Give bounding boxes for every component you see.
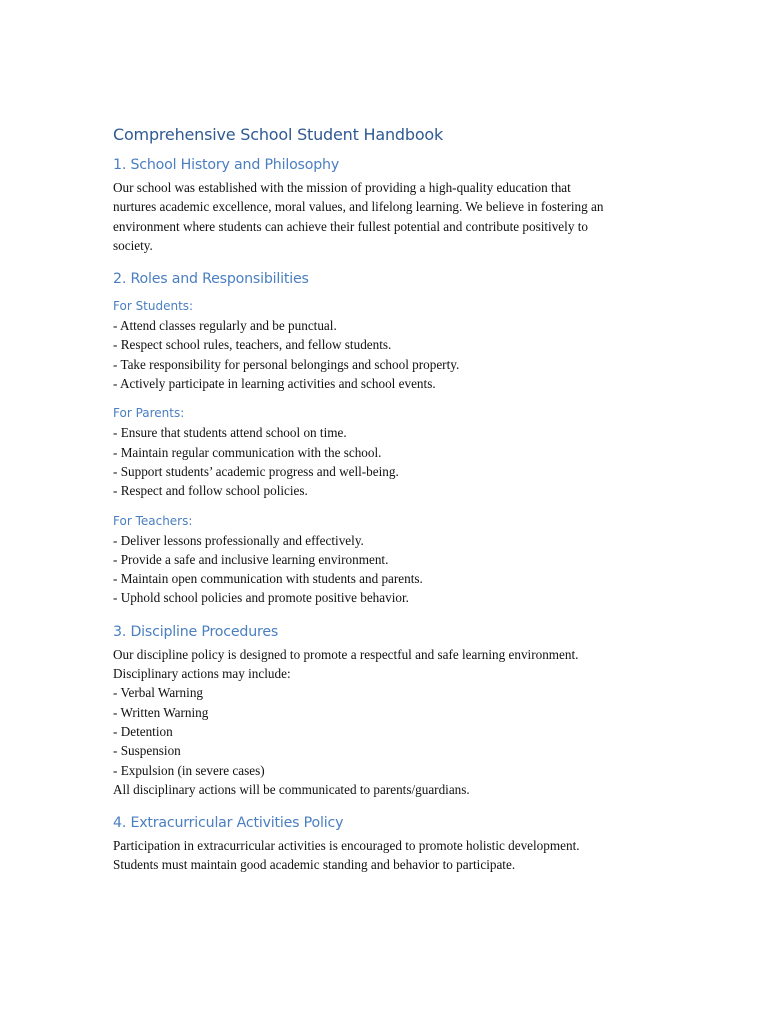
subsection-teachers xyxy=(113,513,658,608)
paragraph-line: Students must maintain good academic standing and behavior to participate. xyxy=(113,857,516,873)
list-item: - Attend classes regularly and be punctual. xyxy=(113,318,337,334)
section-extracurricular-policy xyxy=(113,813,658,875)
list-item: - Respect and follow school policies. xyxy=(113,483,308,499)
paragraph-line: Our discipline policy is designed to promote a respectful and safe learning environment. xyxy=(113,646,579,662)
paragraph-line: Disciplinary actions may include: xyxy=(113,666,291,682)
list-item: - Ensure that students attend school on time. xyxy=(113,425,347,441)
document-page xyxy=(113,124,658,889)
paragraph-line: nurtures academic excellence, moral values, and lifelong learning. We believe in fostering an xyxy=(113,199,604,215)
list-item: - Maintain open communication with students and parents. xyxy=(113,571,423,587)
list-item: - Written Warning xyxy=(113,704,209,720)
list-item: - Expulsion (in severe cases) xyxy=(113,762,265,778)
list-item: - Suspension xyxy=(113,743,181,759)
section-heading: 1. School History and Philosophy xyxy=(113,157,340,173)
section-paragraph xyxy=(113,645,658,799)
section-discipline-procedures xyxy=(113,622,658,799)
list-item: - Uphold school policies and promote positive behavior. xyxy=(113,590,409,606)
section-roles-responsibilities xyxy=(113,269,658,608)
paragraph-line: Our school was established with the mission of providing a high-quality education that xyxy=(113,180,571,195)
list-item: - Take responsibility for personal belongings and school property. xyxy=(113,356,460,372)
list-item: - Maintain regular communication with the school. xyxy=(113,444,382,460)
subsection-heading: For Students: xyxy=(113,299,194,314)
list-item: - Verbal Warning xyxy=(113,685,204,701)
list-item: - Respect school rules, teachers, and fellow students. xyxy=(113,337,392,353)
section-heading: 4. Extracurricular Activities Policy xyxy=(113,815,344,832)
paragraph-line: All disciplinary actions will be communicated to parents/guardians. xyxy=(113,781,470,797)
list-item: - Detention xyxy=(113,723,173,739)
list-item: - Deliver lessons professionally and effectively. xyxy=(113,532,364,548)
paragraph-line: society. xyxy=(113,237,153,253)
subsection-parents xyxy=(113,405,658,500)
section-heading: 2. Roles and Responsibilities xyxy=(113,271,309,288)
subsection-heading: For Parents: xyxy=(113,406,185,421)
paragraph-line: Participation in extracurricular activities is encouraged to promote holistic development. xyxy=(113,838,580,854)
section-school-history xyxy=(113,155,658,255)
paragraph-line: environment where students can achieve their fullest potential and contribute positively to xyxy=(113,218,588,234)
subsection-students xyxy=(113,298,658,393)
document-title: Comprehensive School Student Handbook xyxy=(113,125,444,144)
list-item: - Actively participate in learning activities and school events. xyxy=(113,376,436,392)
subsection-heading: For Teachers: xyxy=(113,513,193,528)
section-paragraph xyxy=(113,836,658,875)
section-paragraph xyxy=(113,178,658,255)
list-item: - Support students’ academic progress and well-being. xyxy=(113,463,399,479)
list-item: - Provide a safe and inclusive learning environment. xyxy=(113,551,389,567)
section-heading: 3. Discipline Procedures xyxy=(113,623,279,640)
